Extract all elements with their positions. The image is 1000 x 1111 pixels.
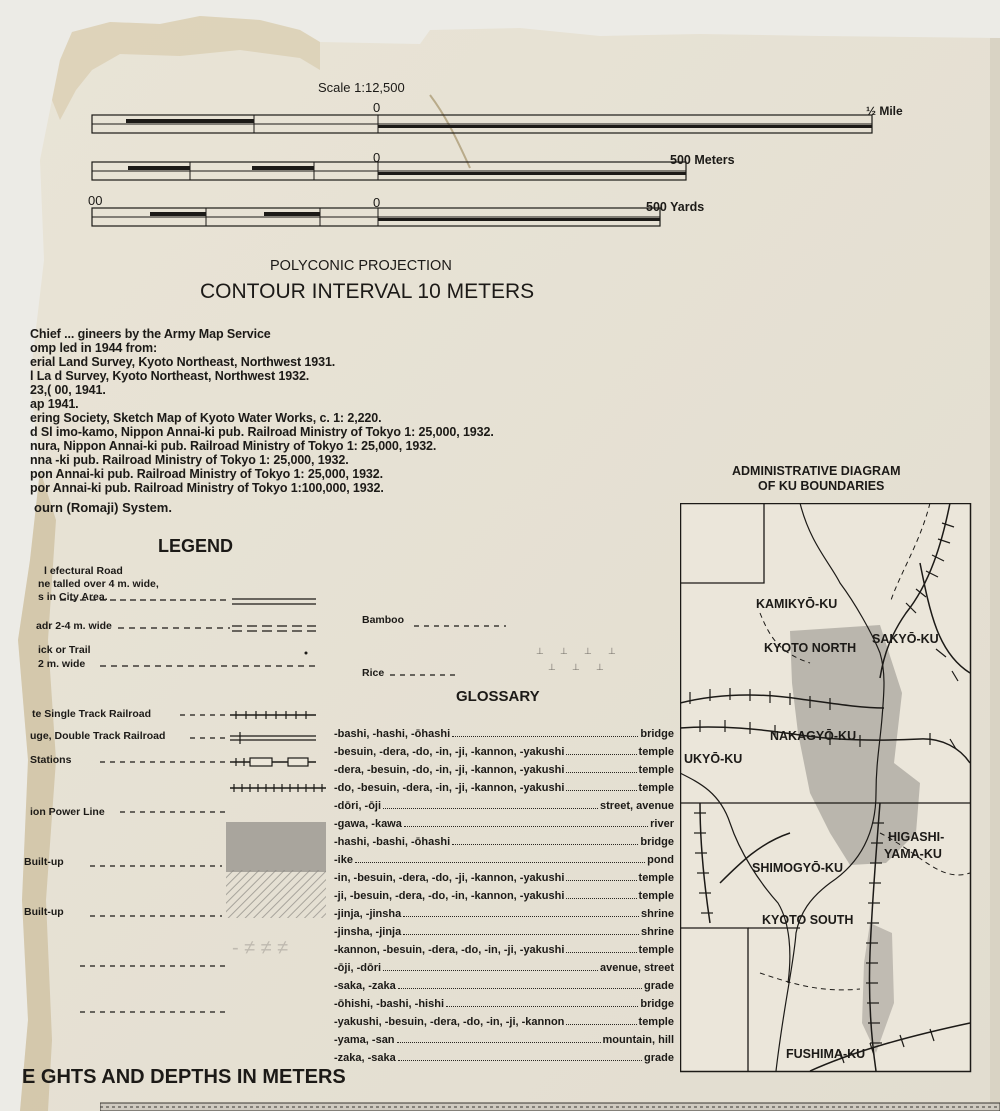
source-line: ering Society, Sketch Map of Kyoto Water Works, c. 1: 2,220. bbox=[30, 411, 382, 425]
glossary-entry bbox=[334, 776, 674, 794]
source-line: 23,( 00, 1941. bbox=[30, 383, 106, 397]
svg-text:⊥: ⊥ bbox=[572, 663, 580, 673]
ku-boundaries-diagram bbox=[680, 503, 972, 1073]
glossary-entry bbox=[334, 794, 674, 812]
glossary-entry bbox=[334, 902, 674, 920]
leader-dots bbox=[566, 754, 636, 755]
ward-label-ukyo: UKYŌ-KU bbox=[684, 752, 743, 766]
ward-label-kamikyo: KAMIKYŌ-KU bbox=[756, 597, 838, 611]
source-line: Chief ... gineers by the Army Map Service bbox=[30, 327, 271, 341]
glossary-term: -dōri, -ōji bbox=[334, 800, 382, 812]
legend-prefectural-road-note: ne talled over 4 m. wide, bbox=[38, 578, 159, 590]
meters-bar-right: 500 Meters bbox=[670, 153, 735, 167]
legend-trail-width: 2 m. wide bbox=[38, 658, 86, 670]
leader-dots bbox=[398, 1060, 642, 1061]
glossary-entry bbox=[334, 974, 674, 992]
leader-dots bbox=[355, 862, 645, 863]
svg-text:⊥: ⊥ bbox=[536, 647, 544, 657]
glossary-meaning: street, avenue bbox=[600, 800, 674, 812]
legend-stations: Stations bbox=[30, 754, 72, 766]
ward-label-kyoto-north: KYOTO NORTH bbox=[764, 641, 857, 655]
legend-title: LEGEND bbox=[158, 536, 234, 556]
scale-title: Scale 1:12,500 bbox=[318, 80, 405, 95]
glossary-meaning: bridge bbox=[640, 836, 674, 848]
source-line: erial Land Survey, Kyoto Northeast, Northwest 1931. bbox=[30, 355, 336, 369]
legend-built-up-dense: Built-up bbox=[24, 856, 64, 868]
source-line: l La d Survey, Kyoto Northeast, Northwest 1932. bbox=[30, 369, 310, 383]
source-notes bbox=[30, 327, 494, 495]
glossary-meaning: grade bbox=[644, 980, 674, 992]
leader-dots bbox=[403, 934, 639, 935]
glossary-entry bbox=[334, 956, 674, 974]
glossary-entry bbox=[334, 938, 674, 956]
legend-track-trail: ick or Trail bbox=[38, 644, 91, 656]
source-line: nna -ki pub. Railroad Ministry of Tokyo 1: 25,000, 1932. bbox=[30, 453, 349, 467]
glossary-meaning: temple bbox=[638, 872, 674, 884]
glossary-term: -saka, -zaka bbox=[334, 980, 396, 992]
source-line: por Annai-ki pub. Railroad Ministry of Tokyo 1:100,000, 1932. bbox=[30, 481, 384, 495]
glossary-entry bbox=[334, 830, 674, 848]
heights-depths-heading: E GHTS AND DEPTHS IN METERS bbox=[22, 1066, 346, 1088]
legend-city-area: s in City Area. bbox=[38, 591, 108, 603]
glossary-term: -jinsha, -jinja bbox=[334, 926, 402, 938]
ward-label-higashiyama-2: YAMA-KU bbox=[884, 847, 942, 861]
yards-bar-right: 500 Yards bbox=[646, 200, 705, 214]
projection-label: POLYCONIC PROJECTION bbox=[270, 258, 452, 274]
mile-bar-right: ½ Mile bbox=[866, 104, 903, 118]
glossary-entry bbox=[334, 884, 674, 902]
glossary-meaning: temple bbox=[638, 746, 674, 758]
source-line: d Sl imo-kamo, Nippon Annai-ki pub. Railroad Ministry of Tokyo 1: 25,000, 1932. bbox=[30, 425, 494, 439]
glossary-meaning: river bbox=[650, 818, 674, 830]
glossary-term: -in, -besuin, -dera, -do, -ji, -kannon, -yakushi bbox=[334, 872, 565, 884]
glossary-term: -do, -besuin, -dera, -in, -ji, -kannon, -yakushi bbox=[334, 782, 565, 794]
glossary-term: -hashi, -bashi, -ōhashi bbox=[334, 836, 451, 848]
glossary-title: GLOSSARY bbox=[456, 688, 540, 705]
legend-bamboo: Bamboo bbox=[362, 614, 404, 626]
glossary-entry bbox=[334, 758, 674, 776]
svg-text:⊥: ⊥ bbox=[584, 647, 592, 657]
source-line: ap 1941. bbox=[30, 397, 79, 411]
glossary-entry bbox=[334, 740, 674, 758]
glossary-entry bbox=[334, 1046, 674, 1064]
admin-diagram-title-2: OF KU BOUNDARIES bbox=[758, 479, 885, 493]
glossary-term: -ōhishi, -bashi, -hishi bbox=[334, 998, 444, 1010]
glossary-term: -gawa, -kawa bbox=[334, 818, 402, 830]
legend-power-line: ion Power Line bbox=[30, 806, 105, 818]
source-line: pon Annai-ki pub. Railroad Ministry of Tokyo 1: 25,000, 1932. bbox=[30, 467, 384, 481]
leader-dots bbox=[566, 1024, 636, 1025]
glossary-entry bbox=[334, 722, 674, 740]
glossary-term: -ji, -besuin, -dera, -do, -in, -kannon, -yakushi bbox=[334, 890, 565, 902]
leader-dots bbox=[383, 970, 598, 971]
leader-dots bbox=[566, 790, 636, 791]
glossary-meaning: temple bbox=[638, 944, 674, 956]
yards-bar-left: 00 bbox=[88, 193, 103, 208]
glossary-entry bbox=[334, 812, 674, 830]
scale-bars bbox=[80, 95, 980, 245]
leader-dots bbox=[403, 916, 639, 917]
source-line: nura, Nippon Annai-ki pub. Railroad Ministry of Tokyo 1: 25,000, 1932. bbox=[30, 439, 437, 453]
glossary-term: -ōji, -dōri bbox=[334, 962, 382, 974]
glossary-entry bbox=[334, 866, 674, 884]
contour-interval: CONTOUR INTERVAL 10 METERS bbox=[200, 280, 535, 303]
leader-dots bbox=[566, 772, 636, 773]
glossary-meaning: mountain, hill bbox=[602, 1034, 674, 1046]
glossary-meaning: bridge bbox=[640, 998, 674, 1010]
glossary-term: -zaka, -saka bbox=[334, 1052, 396, 1064]
glossary-meaning: temple bbox=[638, 782, 674, 794]
source-line: omp led in 1944 from: bbox=[30, 341, 158, 355]
svg-text:⊥: ⊥ bbox=[548, 663, 556, 673]
ward-label-nakagyo: NAKAGYŌ-KU bbox=[770, 729, 857, 743]
legend-built-up-sparse: Built-up bbox=[24, 906, 64, 918]
glossary-entry bbox=[334, 920, 674, 938]
mile-bar-zero: 0 bbox=[373, 100, 381, 115]
ward-label-higashiyama-1: HIGASHI- bbox=[888, 830, 945, 844]
glossary-term: -kannon, -besuin, -dera, -do, -in, -ji, -yakushi bbox=[334, 944, 565, 956]
glossary-meaning: temple bbox=[638, 764, 674, 776]
admin-diagram-title-1: ADMINISTRATIVE DIAGRAM bbox=[732, 464, 901, 478]
leader-dots bbox=[446, 1006, 638, 1007]
svg-text:- ≠ ≠ ≠: - ≠ ≠ ≠ bbox=[232, 937, 289, 959]
ward-label-shimogyo: SHIMOGYŌ-KU bbox=[752, 861, 843, 875]
legend-road-2-4m: adr 2-4 m. wide bbox=[36, 620, 112, 632]
svg-text:⊥: ⊥ bbox=[608, 647, 616, 657]
glossary-meaning: bridge bbox=[640, 728, 674, 740]
legend-rice: Rice bbox=[362, 667, 385, 679]
leader-dots bbox=[398, 988, 642, 989]
leader-dots bbox=[404, 826, 648, 827]
glossary-meaning: avenue, street bbox=[600, 962, 674, 974]
glossary-term: -besuin, -dera, -do, -in, -ji, -kannon, -yakushi bbox=[334, 746, 565, 758]
glossary-meaning: pond bbox=[647, 854, 674, 866]
glossary-entry bbox=[334, 1010, 674, 1028]
legend-double-track: uge, Double Track Railroad bbox=[30, 730, 166, 742]
leader-dots bbox=[566, 898, 636, 899]
leader-dots bbox=[566, 880, 636, 881]
glossary-meaning: grade bbox=[644, 1052, 674, 1064]
glossary-meaning: temple bbox=[638, 890, 674, 902]
ward-label-sakyo: SAKYŌ-KU bbox=[872, 632, 939, 646]
glossary-term: -bashi, -hashi, -ōhashi bbox=[334, 728, 451, 740]
ward-label-kyoto-south: KYOTO SOUTH bbox=[762, 913, 854, 927]
bottom-border-strip bbox=[100, 1099, 1000, 1111]
glossary-term: -yama, -san bbox=[334, 1034, 395, 1046]
leader-dots bbox=[566, 952, 636, 953]
leader-dots bbox=[452, 844, 638, 845]
svg-text:⊥: ⊥ bbox=[560, 647, 568, 657]
glossary-term: -ike bbox=[334, 854, 353, 866]
glossary-meaning: shrine bbox=[640, 908, 674, 920]
svg-text:⊥: ⊥ bbox=[596, 663, 604, 673]
leader-dots bbox=[383, 808, 598, 809]
leader-dots bbox=[452, 736, 638, 737]
leader-dots bbox=[397, 1042, 601, 1043]
meters-bar-zero: 0 bbox=[373, 150, 381, 165]
legend-prefectural-road: l efectural Road bbox=[44, 565, 123, 577]
glossary-term: -yakushi, -besuin, -dera, -do, -in, -ji, -kannon bbox=[334, 1016, 565, 1028]
glossary-meaning: temple bbox=[638, 1016, 674, 1028]
glossary-meaning: shrine bbox=[640, 926, 674, 938]
ward-label-fushima: FUSHIMA-KU bbox=[786, 1047, 866, 1061]
glossary-entry bbox=[334, 1028, 674, 1046]
romaji-note: ourn (Romaji) System. bbox=[34, 500, 172, 515]
glossary-term: -dera, -besuin, -do, -in, -ji, -kannon, -yakushi bbox=[334, 764, 565, 776]
yards-bar-zero: 0 bbox=[373, 195, 381, 210]
legend-single-track: te Single Track Railroad bbox=[32, 708, 152, 720]
glossary-entry bbox=[334, 848, 674, 866]
glossary-term: -jinja, -jinsha bbox=[334, 908, 402, 920]
glossary-entry bbox=[334, 992, 674, 1010]
